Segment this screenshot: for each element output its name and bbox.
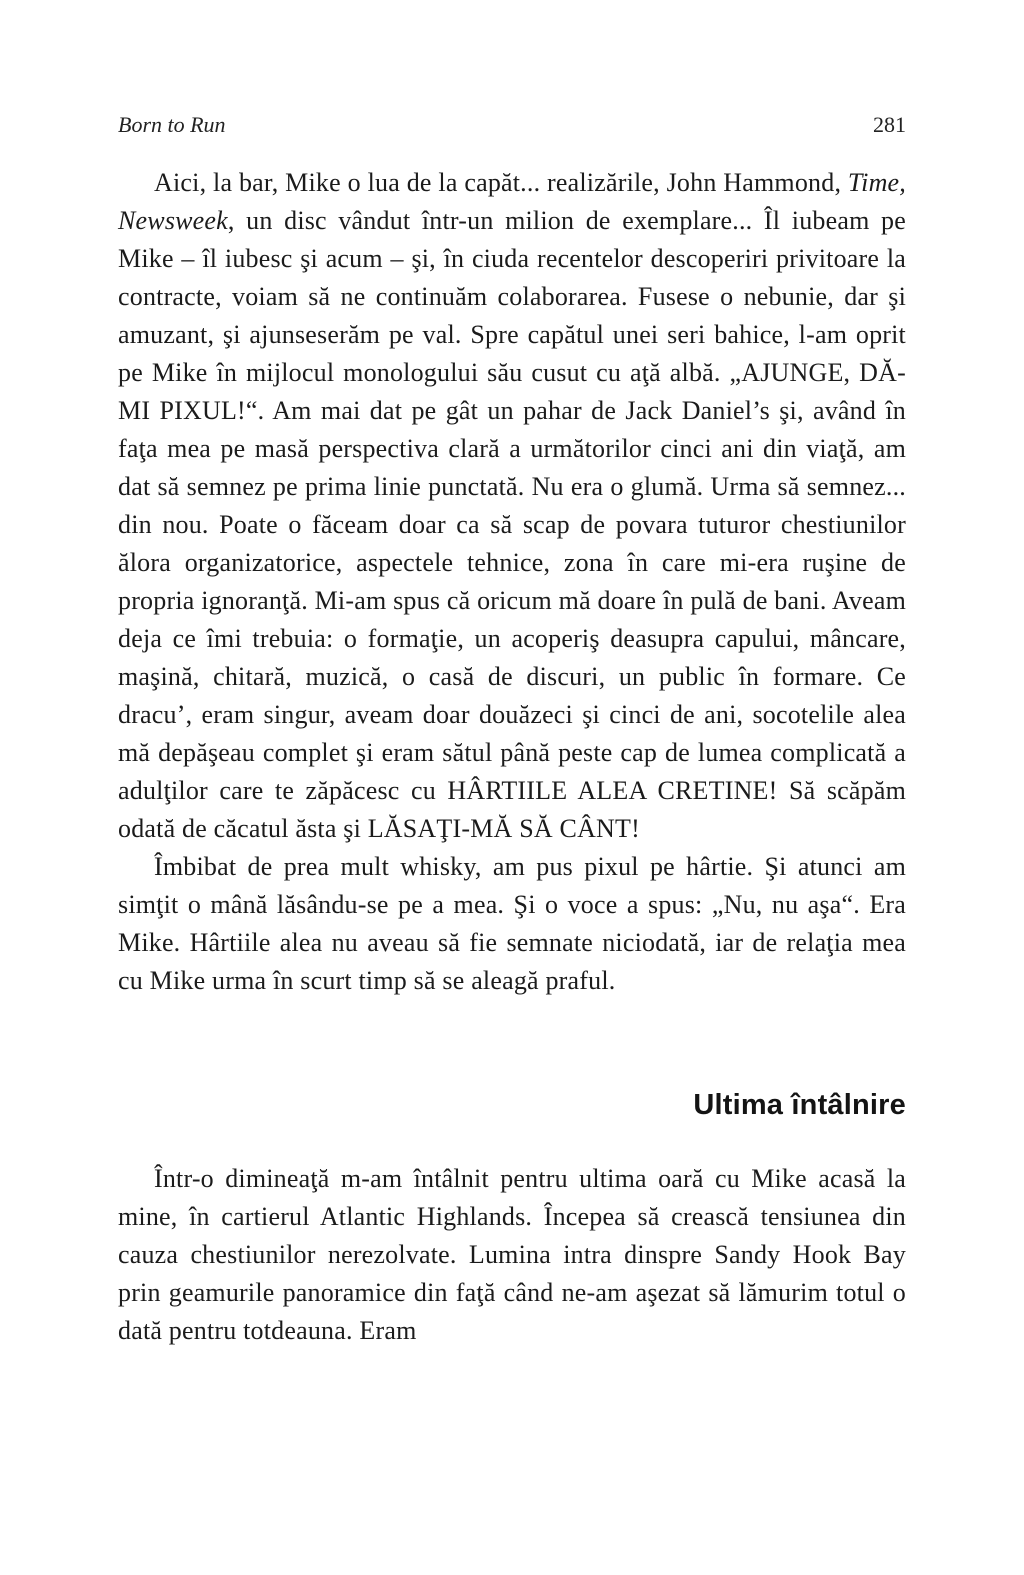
paragraph-1-text: Aici, la bar, Mike o lua de la capăt... realizările, John Hammond,: [154, 168, 848, 197]
paragraph-1: [118, 164, 906, 848]
page-content: [118, 112, 906, 1350]
paragraph-1-text-continued: , un disc vândut într-un milion de exemplare... Îl iubeam pe Mike – îl iubesc şi acum – şi, în ciuda recentelor descoperiri privitoare la contracte, voiam să ne continuăm colaborarea. Fusese o nebunie, dar şi amuzant, şi ajunseserăm pe val. Spre capătul unei seri bahice, l-am oprit pe Mike în mijlocul monologului său cusut cu aţă albă. „AJUNGE, DĂ-MI PIXUL!“. Am mai dat pe gât un pahar de Jack Daniel’s şi, având în faţa mea pe masă perspectiva clară a următorilor cinci ani din viaţă, am dat să semnez pe prima linie punctată. Nu era o glumă. Urma să semnez... din nou. Poate o făceam doar ca să scap de povara tuturor chestiunilor ălora organizatorice, aspectele tehnice, zona în care mi-era ruşine de propria ignoranţă. Mi-am spus că oricum mă doare în pulă de bani. Aveam deja ce îmi trebuia: o formaţie, un acoperiş deasupra capului, mâncare, maşină, chitară, muzică, o casă de discuri, un public în formare. Ce dracu’, eram singur, aveam doar douăzeci şi cinci de ani, socotelile alea mă depăşeau complet şi eram sătul până peste cap de lumea complicată a adulţilor care te zăpăcesc cu HÂRTIILE ALEA CRETINE! Să scăpăm odată de căcatul ăsta şi LĂSAŢI-MĂ SĂ CÂNT!: [118, 206, 906, 843]
running-header: [118, 112, 906, 138]
book-title: Born to Run: [118, 112, 226, 137]
paragraph-2: Îmbibat de prea mult whisky, am pus pixul pe hârtie. Şi atunci am simţit o mână lăsându-se pe a mea. Şi o voce a spus: „Nu, nu aşa“. Era Mike. Hârtiile alea nu aveau să fie semnate niciodată, iar de relaţia mea cu Mike urma în scurt timp să se aleagă praful.: [118, 852, 906, 995]
paragraph-1-italic-text: Time, Newsweek: [118, 168, 906, 235]
section-heading: Ultima întâlnire: [693, 1089, 906, 1121]
paragraph-3: Într-o dimineaţă m-am întâlnit pentru ultima oară cu Mike acasă la mine, în cartierul Atlantic Highlands. Începea să crească tensiunea din cauza chestiunilor nerezolvate. Lumina intra dinspre Sandy Hook Bay prin geamurile panoramice din faţă când ne-am aşezat să lămurim totul o dată pentru totdeauna. Eram: [118, 1164, 906, 1345]
body-text: [118, 164, 906, 1350]
page-number: 281: [873, 112, 906, 137]
